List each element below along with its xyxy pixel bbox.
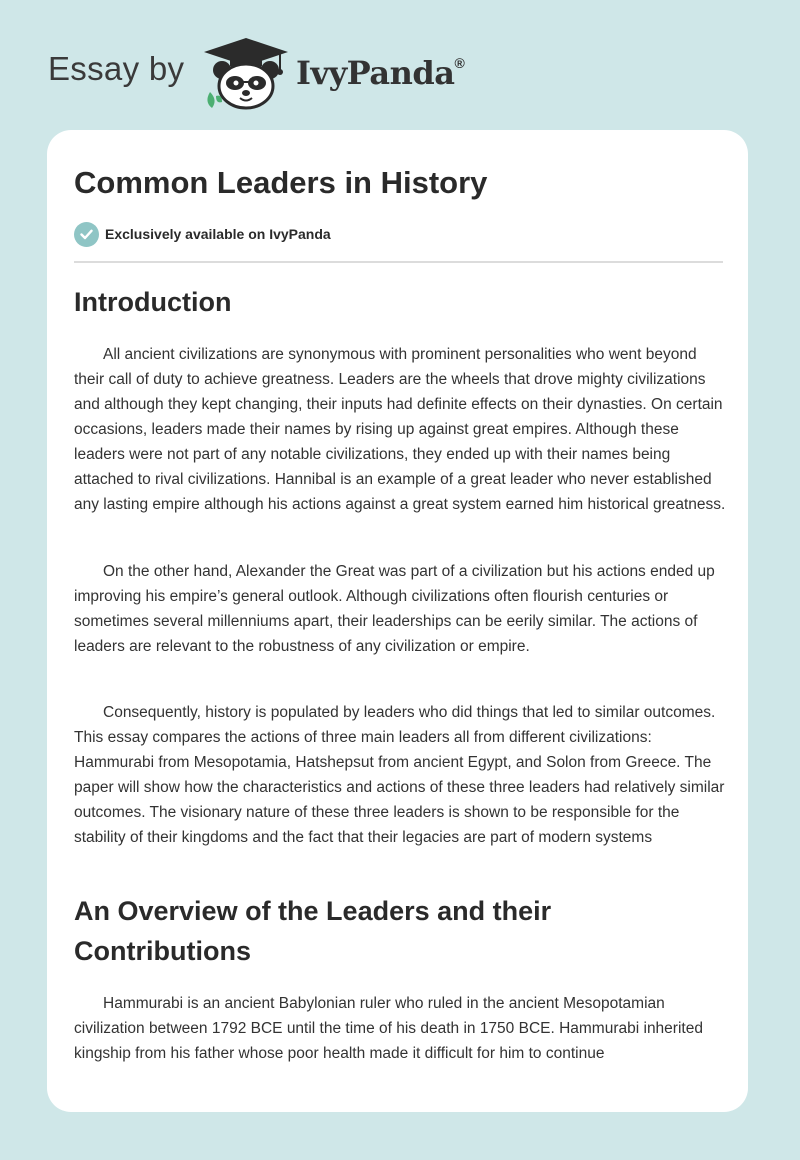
brand-prefix: Essay by — [48, 50, 185, 87]
brand-name[interactable]: IvyPanda® — [296, 54, 465, 92]
essay-card — [47, 130, 748, 1112]
check-icon — [74, 222, 99, 247]
exclusive-badge — [74, 222, 331, 246]
paragraph-overview-1: Hammurabi is an ancient Babylonian ruler who ruled in the ancient Mesopotamian civilization between 1792 BCE until the time of his death in 1750 BCE. Hammurabi inherited kingship from his father whose poor health made it difficult for him to continue — [74, 995, 703, 1062]
badge-label: Exclusively available on IvyPanda — [105, 226, 331, 242]
divider — [74, 261, 723, 263]
registered-mark: ® — [454, 55, 465, 72]
paragraph-intro-1: All ancient civilizations are synonymous with prominent personalities who went beyond their call of duty to achieve greatness. Leaders are the wheels that drove mighty civilizations and although they kept changing, their inputs had definite effects on their dynasties. On certain occasions, leaders made their names by rising up against great empires. Although these leaders were not part of any notable civilizations, they ended up with their names being attached to rival civilizations. Hannibal is an example of a great leader who never established any lasting empire although his actions against a great system earned him historical greatness. — [74, 346, 726, 513]
page-title: Common Leaders in History — [74, 165, 488, 200]
site-header — [0, 0, 800, 130]
paragraph-intro-3: Consequently, history is populated by leaders who did things that led to similar outcomes. This essay compares the actions of three main leaders all from different civilizations: Hammurabi from Mesopotamia, Hatshepsut from ancient Egypt, and Solon from Greece. The paper will show how the characteristics and actions of these three leaders had relatively similar outcomes. The visionary nature of these three leaders is shown to be responsible for the stability of their kingdoms and the fact that their legacies are part of modern systems — [74, 704, 725, 846]
panda-graduate-icon[interactable] — [200, 36, 292, 110]
section-heading-overview: An Overview of the Leaders and their Contributions — [74, 896, 552, 966]
paragraph-intro-2: On the other hand, Alexander the Great was part of a civilization but his actions ended up improving his empire’s general outlook. Although civilizations often flourish centuries or sometimes several millenniums apart, their leaderships can be eerily similar. The actions of leaders are relevant to the robustness of any civilization or empire. — [74, 563, 715, 655]
section-heading-introduction: Introduction — [74, 287, 232, 317]
